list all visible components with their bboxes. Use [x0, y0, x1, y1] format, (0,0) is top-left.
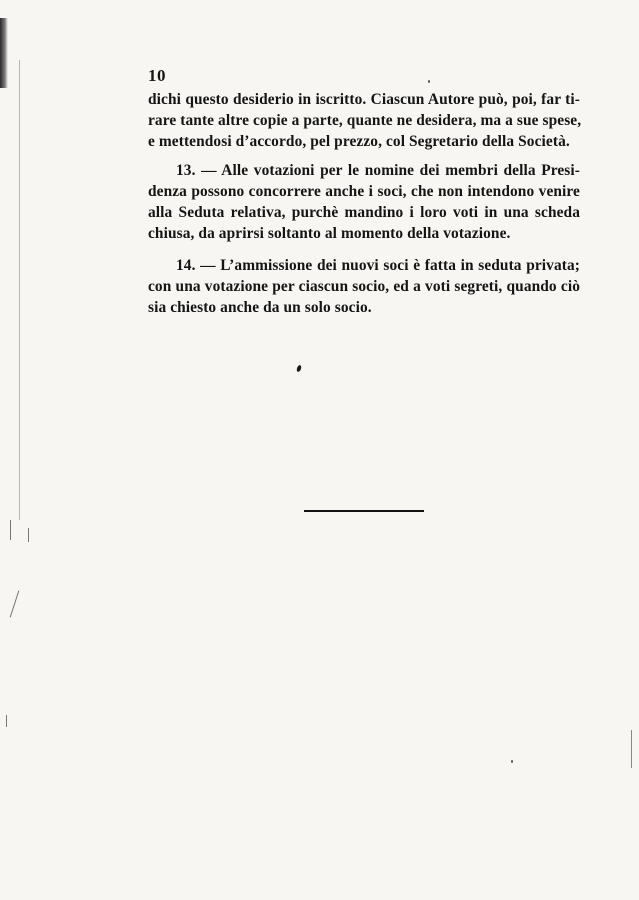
ink-speck [511, 760, 513, 763]
text-line: 14. — L’ammissione dei nuovi soci è fatta in seduta privata; [176, 257, 580, 274]
text-line: sia chiesto anche da un solo socio. [148, 299, 372, 316]
text-line: e mettendosi d’accordo, pel prezzo, col Segretario della Società. [148, 133, 570, 150]
left-margin-line [19, 60, 20, 520]
right-edge-line [631, 730, 632, 768]
text-line: chiusa, da aprirsi soltanto al momento della votazione. [148, 225, 511, 242]
text-line: con una votazione per ciascun socio, ed a voti segreti, quando ciò [148, 278, 580, 295]
page-number: 10 [148, 66, 166, 85]
text-line: denza possono concorrere anche i soci, che non intendono venire [148, 183, 580, 200]
text-line: 13. — Alle votazioni per le nomine dei membri della Presi- [176, 162, 580, 179]
margin-mark [28, 528, 29, 542]
ornament-dot [296, 365, 302, 373]
ink-speck [428, 80, 430, 83]
section-end-rule [304, 510, 424, 512]
text-line: alla Seduta relativa, purchè mandino i loro voti in una scheda [148, 204, 580, 221]
margin-mark [10, 591, 20, 618]
margin-mark [6, 715, 7, 727]
text-line: rare tante altre copie a parte, quante ne desidera, ma a sue spese, [148, 112, 582, 129]
paragraph-continuation [148, 89, 580, 152]
text-line: dichi questo desiderio in iscritto. Ciascun Autore può, poi, far ti- [148, 91, 580, 108]
article-14-paragraph [148, 255, 580, 318]
margin-mark [10, 520, 11, 540]
article-13-paragraph [148, 160, 580, 244]
binding-shadow [0, 18, 8, 88]
